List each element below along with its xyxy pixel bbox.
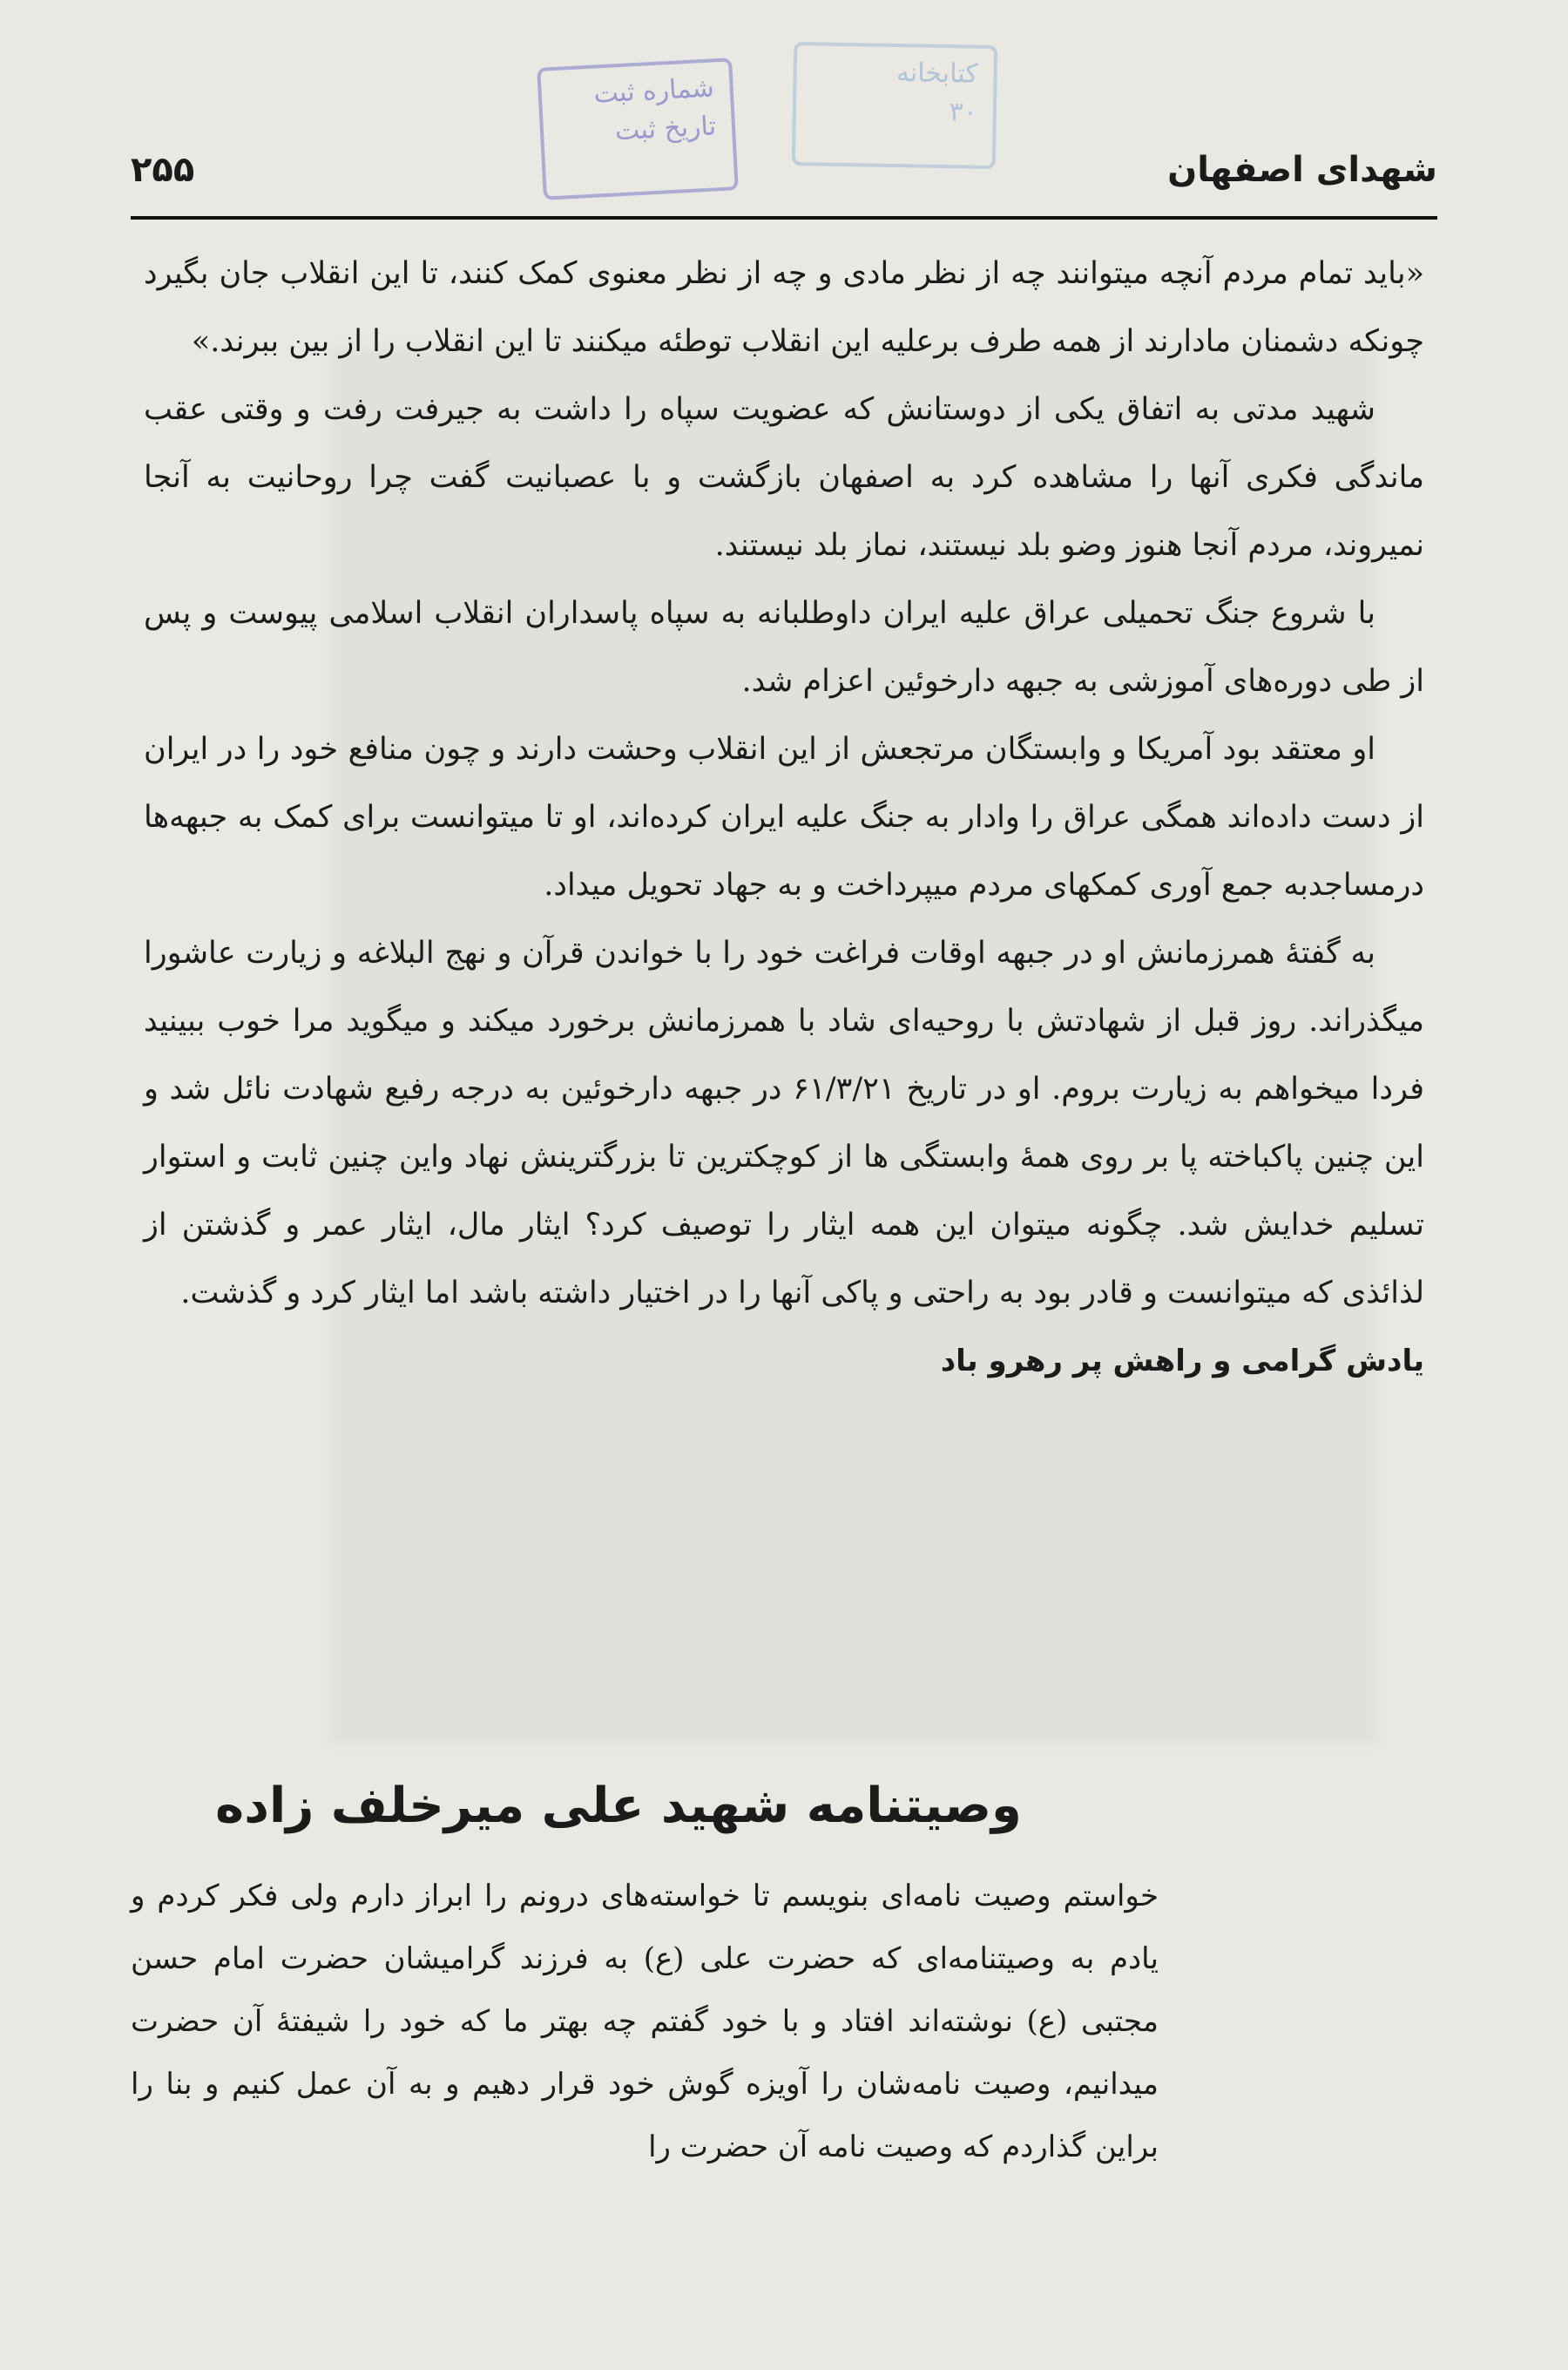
paragraph: او معتقد بود آمریکا و وابستگان مرتجعش از این انقلاب وحشت دارند و چون منافع خود را در ایران از دست داده‌اند همگی عراق را وادار به جنگ علیه ایران کرده‌اند، او تا میتوانست برای کمک به جبهه‌ها درمساجدبه جمع آوری کمکهای مردم میپرداخت و به جهاد تحویل میداد. <box>144 732 1424 903</box>
paragraph: خواستم وصیت نامه‌ای بنویسم تا خواسته‌های درونم را ابراز دارم ولی فکر کردم و یادم به وصیتنامه‌ای که حضرت علی (ع) به فرزند گرامیشان حضرت امام حسن مجتبی (ع) نوشته‌اند افتاد و با خود گفتم چه بهتر ما که خود را شیفتهٔ آن حضرت میدانیم، وصیت نامه‌شان را آویزه گوش خود قرار دهیم و به آن عمل کنیم و بنا را براین گذاردم که وصیت نامه آن حضرت را <box>131 1879 1159 2164</box>
farewell-line: یادش گرامی و راهش پر رهرو باد <box>940 1344 1424 1378</box>
paragraph: «باید تمام مردم آنچه میتوانند چه از نظر مادی و چه از نظر معنوی کمک کنند، تا این انقلاب جان بگیرد چونکه دشمنان مادارند از همه طرف برعلیه این انقلاب توطئه میکنند تا این انقلاب را از بین ببرند.» <box>144 256 1424 359</box>
stamp-text: تاریخ ثبت <box>614 111 717 147</box>
stamp-text: کتابخانه <box>896 58 978 90</box>
stamp-text: شماره ثبت <box>592 72 715 110</box>
section-title: وصیتنامه شهید علی میرخلف زاده <box>215 1778 1022 1834</box>
paragraph: با شروع جنگ تحمیلی عراق علیه ایران داوطلبانه به سپاه پاسداران انقلاب اسلامی پیوست و پس از طی دوره‌های آموزشی به جبهه دارخوئین اعزام شد. <box>144 596 1424 699</box>
body-text <box>144 240 1424 1395</box>
paragraph: به گفتهٔ همرزمانش او در جبهه اوقات فراغت خود را با خواندن قرآن و نهج البلاغه و زیارت عاشورا میگذراند. روز قبل از شهادتش با روحیه‌ای شاد با همرزمانش برخورد میکند و میگوید مرا خوب ببینید فردا میخواهم به زیارت بروم. او در تاریخ ۶۱/۳/۲۱ در جبهه دارخوئین به درجه رفیع شهادت نائل شد و این چنین پاکباخته پا بر روی همهٔ وابستگی ها از کوچکترین تا بزرگترینش نهاد واین چنین ثابت و استوار تسلیم خدایش شد. چگونه میتوان این همه ایثار را توصیف کرد؟ ایثار مال، ایثار عمر و گذشتن از لذائذی که میتوانست و قادر بود به راحتی و پاکی آنها را در اختیار داشته باشد اما ایثار کرد و گذشت. <box>144 936 1424 1310</box>
page-number: ۲۵۵ <box>131 150 195 190</box>
paragraph: شهید مدتی به اتفاق یکی از دوستانش که عضویت سپاه را داشت به جیرفت رفت و وقتی عقب ماندگی فکری آنها را مشاهده کرد به اصفهان بازگشت و با عصبانیت گفت چرا روحانیت به آنجا نمیروند، مردم آنجا هنوز وضو بلد نیستند، نماز بلد نیستند. <box>144 392 1424 563</box>
stamp-text: ۳۰ <box>949 97 978 128</box>
running-header <box>131 150 1437 202</box>
testament-text <box>131 1865 1159 2178</box>
header-rule <box>131 216 1437 220</box>
book-title: شهدای اصفهان <box>1167 150 1437 190</box>
